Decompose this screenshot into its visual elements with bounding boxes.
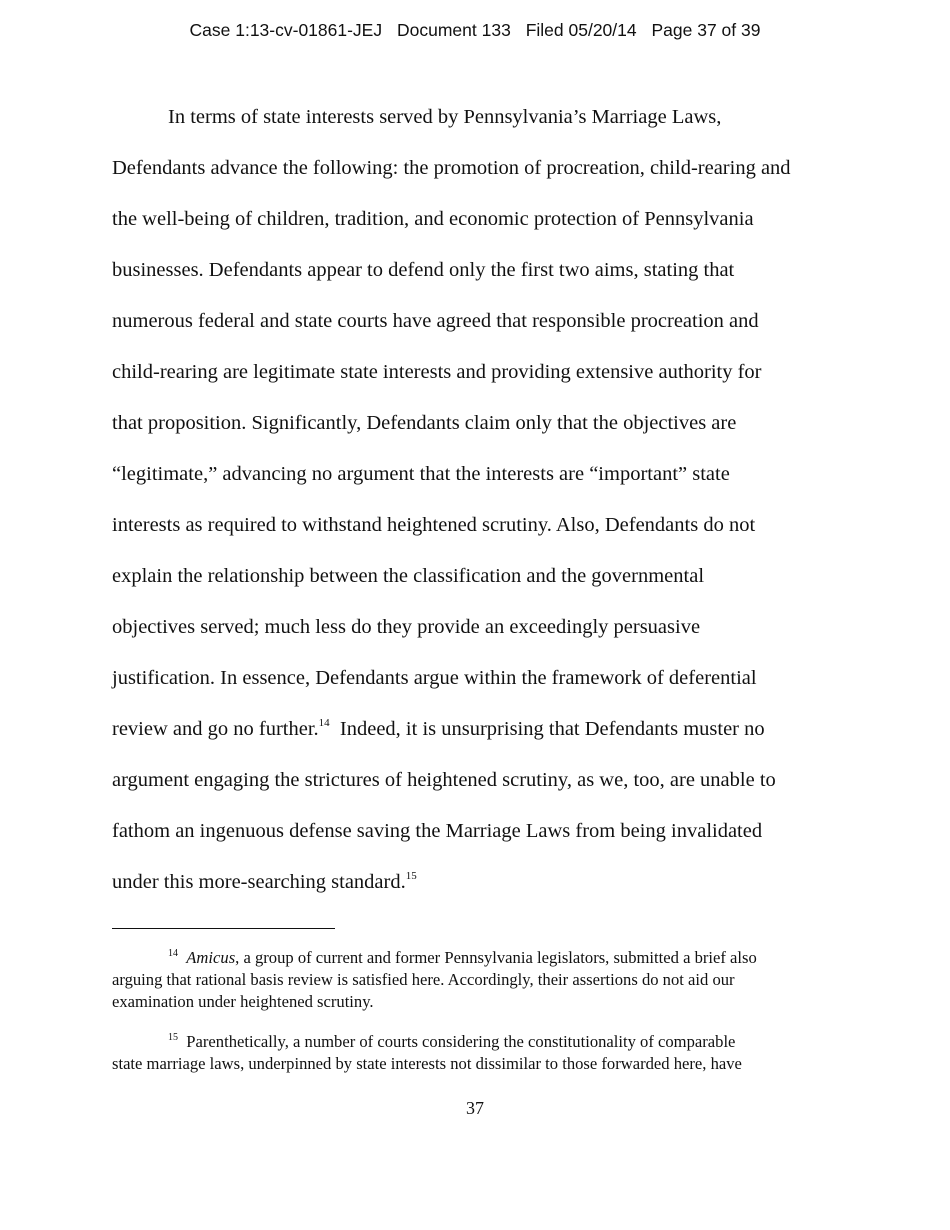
footnote-line: examination under heightened scrutiny. xyxy=(112,992,374,1011)
text-line xyxy=(112,719,765,740)
footnote-marker: 14 xyxy=(168,948,178,959)
text-line: argument engaging the strictures of heightened scrutiny, as we, too, are unable to xyxy=(112,769,776,791)
text-line: numerous federal and state courts have agreed that responsible procreation and xyxy=(112,310,759,332)
case-number: Case 1:13-cv-01861-JEJ xyxy=(189,20,383,40)
text-segment: Indeed, it is unsurprising that Defendants muster no xyxy=(329,718,765,740)
text-line: Defendants advance the following: the promotion of procreation, child-rearing and xyxy=(112,157,791,179)
page-indicator: Page 37 of 39 xyxy=(651,20,761,40)
text-line: interests as required to withstand heightened scrutiny. Also, Defendants do not xyxy=(112,514,756,536)
text-line: fathom an ingenuous defense saving the Marriage Laws from being invalidated xyxy=(112,820,763,842)
text-line: In terms of state interests served by Pennsylvania’s Marriage Laws, xyxy=(168,106,722,128)
footnote-ref-15[interactable]: 15 xyxy=(405,870,417,882)
footnote-line xyxy=(168,1034,735,1051)
text-line: the well-being of children, tradition, and economic protection of Pennsylvania xyxy=(112,208,754,230)
footnote-ref-14[interactable]: 14 xyxy=(318,717,330,729)
text-line: “legitimate,” advancing no argument that the interests are “important” state xyxy=(112,463,730,485)
footnote-divider xyxy=(112,928,335,929)
text-line: justification. In essence, Defendants argue within the framework of deferential xyxy=(112,667,757,689)
text-segment: , a group of current and former Pennsylvania legislators, submitted a brief also xyxy=(235,948,757,967)
text-line: explain the relationship between the classification and the governmental xyxy=(112,565,705,587)
text-segment: Parenthetically, a number of courts considering the constitutionality of comparable xyxy=(186,1032,736,1051)
footnote-line: state marriage laws, underpinned by state interests not dissimilar to those forwarded here, have xyxy=(112,1054,742,1073)
page-number: 37 xyxy=(466,1098,484,1118)
filed-date: Filed 05/20/14 xyxy=(525,20,637,40)
document-number: Document 133 xyxy=(397,20,511,40)
text-segment: under this more-searching standard. xyxy=(112,871,406,893)
footnote-line xyxy=(168,950,757,967)
text-line: objectives served; much less do they provide an exceedingly persuasive xyxy=(112,616,701,638)
footnote-marker: 15 xyxy=(168,1032,178,1043)
document-header xyxy=(0,20,950,41)
text-line: that proposition. Significantly, Defendants claim only that the objectives are xyxy=(112,412,737,434)
text-segment: review and go no further. xyxy=(112,718,319,740)
text-line: businesses. Defendants appear to defend only the first two aims, stating that xyxy=(112,259,735,281)
footnote-italic-term: Amicus xyxy=(186,948,236,967)
text-line xyxy=(112,872,417,893)
text-line: child-rearing are legitimate state interests and providing extensive authority for xyxy=(112,361,762,383)
footnote-line: arguing that rational basis review is satisfied here. Accordingly, their assertions do not aid our xyxy=(112,970,735,989)
